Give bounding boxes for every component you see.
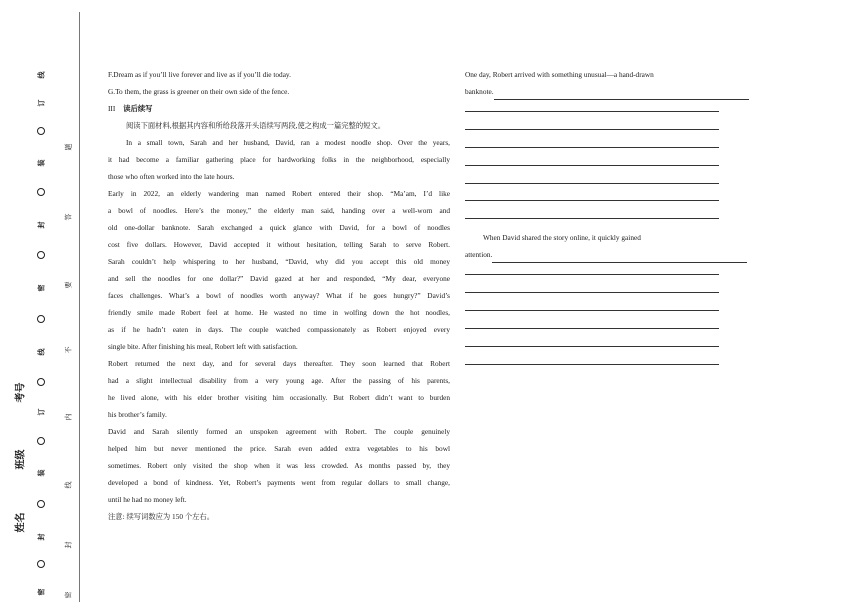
writing-line[interactable] <box>465 299 719 311</box>
writing-line[interactable] <box>465 118 719 130</box>
notice-char: 封 <box>64 541 73 549</box>
binding-hole <box>37 251 45 259</box>
section-number: III <box>108 104 116 113</box>
seal-char: 装 <box>37 159 46 167</box>
option-f: F.Dream as if you’ll live forever and live as if you’ll die today. <box>108 70 291 79</box>
para2-prompt-cont <box>465 246 757 263</box>
writing-line[interactable] <box>492 251 747 263</box>
writing-line[interactable] <box>465 353 719 365</box>
binding-hole <box>37 127 45 135</box>
story-line: Sarah couldn’t help whispering to her husband, “David, why did you accept this old money <box>108 257 450 266</box>
field-class: 班级 <box>15 449 27 470</box>
binding-hole <box>37 560 45 568</box>
binding-hole <box>37 500 45 508</box>
story-line: developed a bond of kindness. Yet, Robert’s payments went from regular dollars to small change, <box>108 478 450 487</box>
binding-hole <box>37 437 45 445</box>
left-column <box>108 66 450 525</box>
writing-line[interactable] <box>494 88 749 100</box>
writing-line[interactable] <box>465 281 719 293</box>
story-line: his brother’s family. <box>108 410 167 419</box>
story-line: those who often worked into the late hours. <box>108 172 235 181</box>
writing-line[interactable] <box>465 172 719 184</box>
writing-line[interactable] <box>465 207 719 219</box>
binding-hole <box>37 378 45 386</box>
writing-line[interactable] <box>465 263 719 275</box>
seal-char: 装 <box>37 469 46 477</box>
story-line: it had become a familiar gathering place for hardworking folks in the neighborhood, especially <box>108 155 450 164</box>
binding-line <box>79 12 80 602</box>
seal-char: 密 <box>37 588 46 596</box>
section-title: 读后续写 <box>123 104 153 113</box>
seal-char: 封 <box>37 221 46 229</box>
story-text <box>108 134 450 508</box>
story-line: he lived alone, with his elder brother visiting him occasionally. But Robert didn’t want to burden <box>108 393 450 402</box>
story-line: helped him but never mentioned the price. Sarah even added extra vegetables to his bowl <box>108 444 450 453</box>
story-line: had a slight intellectual disability from a very young age. After the passing of his parents, <box>108 376 450 385</box>
para1-prompt-end: banknote. <box>465 87 494 96</box>
writing-line[interactable] <box>465 189 719 201</box>
seal-char: 密 <box>37 284 46 292</box>
story-line: as if he hadn’t eaten in days. The couple watched compassionately as Robert enjoyed every <box>108 325 450 334</box>
story-line: single bite. After finishing his meal, Robert left with satisfaction. <box>108 342 298 351</box>
story-line: sometimes. Robert only visited the shop when it was less crowded. As months passed by, they <box>108 461 450 470</box>
seal-char: 封 <box>37 533 46 541</box>
seal-char: 订 <box>37 99 46 107</box>
binding-margin <box>0 0 90 608</box>
word-count-note: 注意: 续写词数应为 150 个左右。 <box>108 512 215 521</box>
writing-line[interactable] <box>465 335 719 347</box>
story-line: and sell the noodles for one dollar?” David gazed at her and responded, “My dear, everyone <box>108 274 450 283</box>
notice-char: 题 <box>64 143 73 151</box>
para2-prompt: When David shared the story online, it quickly gained <box>483 233 641 243</box>
story-line: until he had no money left. <box>108 495 187 504</box>
story-line: old one-dollar banknote. Sarah exchanged a quick glance with David, for a bowl of noodles <box>108 223 450 232</box>
option-g: G.To them, the grass is greener on their own side of the fence. <box>108 87 290 96</box>
binding-hole <box>37 315 45 323</box>
story-line: In a small town, Sarah and her husband, David, ran a modest noodle shop. Over the years, <box>126 138 450 147</box>
story-line: cost five dollars. However, David accepted it without hesitation, telling Sarah to serve Robert. <box>108 240 450 249</box>
binding-hole <box>37 188 45 196</box>
para2-prompt-end: attention. <box>465 250 493 260</box>
story-line: Early in 2022, an elderly wandering man named Robert entered their shop. “Ma’am, I’d like <box>108 189 450 198</box>
story-line: faces challenges. What’s a bowl of noodles worth anyway? What if he goes hungry?” David’s <box>108 291 450 300</box>
story-line: Robert returned the next day, and for several days thereafter. They soon learned that Robert <box>108 359 450 368</box>
notice-char: 答 <box>64 213 73 221</box>
instruction: 阅读下面材料,根据其内容和所给段落开头语续写两段,使之构成一篇完整的短文。 <box>126 121 386 130</box>
field-exam-number: 考号 <box>15 382 27 403</box>
notice-char: 内 <box>64 413 73 421</box>
notice-char: 线 <box>64 481 73 489</box>
writing-line[interactable] <box>465 136 719 148</box>
story-line: a bowl of noodles. Here’s the money,” the elderly man said, handing over a well-worn and <box>108 206 450 215</box>
seal-char: 订 <box>37 408 46 416</box>
para1-prompt-cont <box>465 83 757 100</box>
writing-line[interactable] <box>465 154 719 166</box>
seal-char: 线 <box>37 348 46 356</box>
seal-char: 线 <box>37 71 46 79</box>
seal-char: 密 <box>64 591 73 599</box>
right-column <box>465 66 757 371</box>
writing-line[interactable] <box>465 317 719 329</box>
notice-char: 不 <box>64 346 73 354</box>
story-line: friendly smile made Robert feel at home. He wasted no time in wolfing down the hot noodles, <box>108 308 450 317</box>
para1-prompt: One day, Robert arrived with something unusual—a hand-drawn <box>465 70 654 79</box>
notice-char: 要 <box>64 281 73 289</box>
writing-line[interactable] <box>465 100 719 112</box>
section-heading <box>108 100 450 117</box>
field-name: 姓名 <box>15 512 27 533</box>
story-line: David and Sarah silently formed an unspoken agreement with Robert. The couple genuinely <box>108 427 450 436</box>
